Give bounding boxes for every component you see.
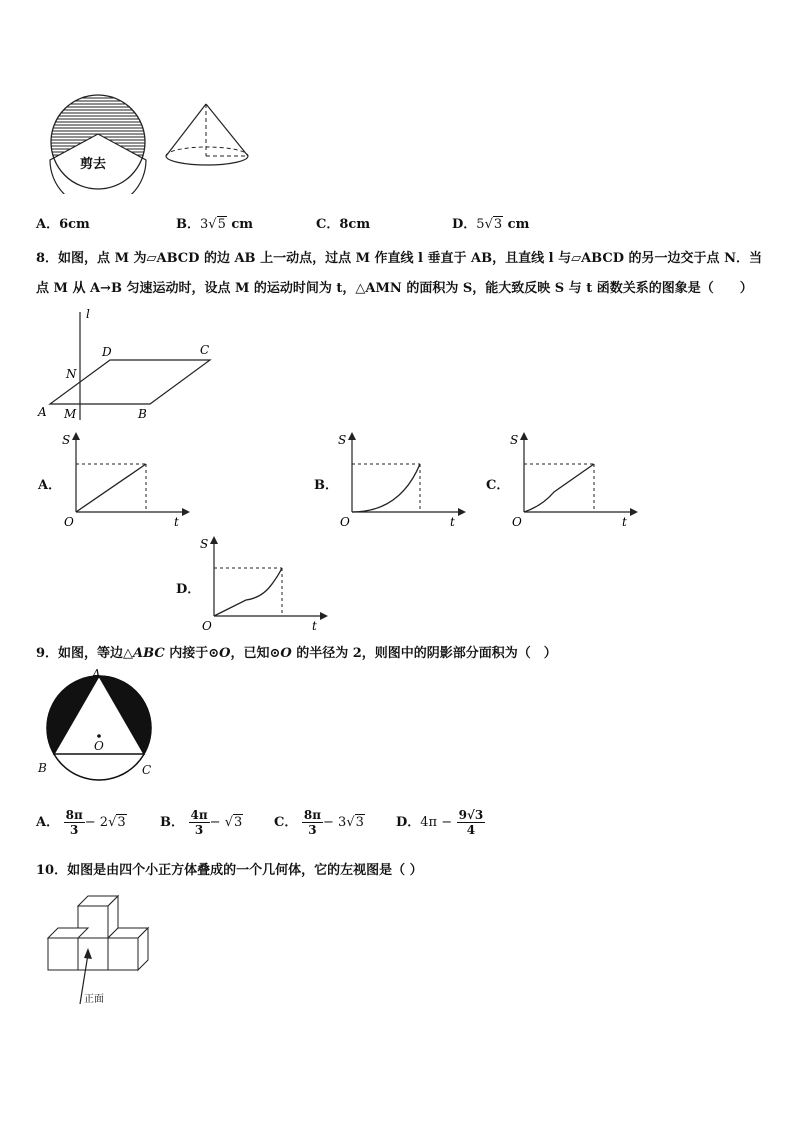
q9-label-b: B — [38, 761, 47, 775]
q7-cut-label: 剪去 — [80, 157, 107, 172]
svg-text:t: t — [312, 619, 317, 633]
svg-text:S: S — [338, 433, 347, 447]
svg-text:t: t — [174, 515, 179, 529]
q8-option-b[interactable]: B． — [314, 478, 338, 493]
q9-option-a[interactable]: A． $\frac{8\pi}{3}$ − 2√3 — [36, 808, 126, 837]
q8-label-m: M — [64, 407, 77, 421]
q7-option-a[interactable]: A．6cm — [36, 217, 90, 232]
q8-label-c: C — [200, 343, 210, 357]
svg-text:t: t — [450, 515, 455, 529]
svg-text:O: O — [340, 515, 350, 529]
q8-graph-d — [198, 534, 328, 634]
q10-front-label: 正面 — [84, 994, 104, 1005]
q8-option-c[interactable]: C． — [486, 478, 510, 493]
q8-label-b: B — [138, 407, 147, 421]
q8-option-a[interactable]: A． — [38, 478, 62, 493]
q8-stem-line2: 点 M 从 A→B 匀速运动时，设点 M 的运动时间为 t，△AMN 的面积为 S，能大致反映 S 与 t 函数关系的图象是（ ） — [36, 281, 753, 296]
q8-graph-a — [60, 430, 190, 530]
q8-stem-line1: 8．如图，点 M 为▱ABCD 的边 AB 上一动点，过点 M 作直线 l 垂直于 AB，且直线 l 与▱ABCD 的另一边交于点 N．当 — [36, 251, 762, 266]
q7-option-d[interactable]: D．5√3 cm — [452, 217, 530, 232]
q9-option-d[interactable]: D．4π − $\frac{9√3}{4}$ — [396, 808, 484, 837]
q9-option-c[interactable]: C． $\frac{8\pi}{3}$ − 3√3 — [274, 808, 364, 837]
q9-stem: 9．如图，等边△ABC 内接于⊙O，已知⊙O 的半径为 2，则图中的阴影部分面积为（ ） — [36, 646, 557, 661]
svg-text:S: S — [200, 537, 209, 551]
q7-circle-cut-figure — [36, 92, 160, 194]
q8-parallelogram-figure — [34, 308, 224, 426]
q9-label-o: O — [94, 739, 104, 753]
svg-text:O: O — [64, 515, 74, 529]
svg-text:S: S — [510, 433, 519, 447]
q7-cone-figure — [160, 100, 256, 172]
q10-stem: 10．如图是由四个小正方体叠成的一个几何体，它的左视图是（ ） — [36, 863, 423, 878]
q8-graph-c — [508, 430, 638, 530]
svg-text:t: t — [622, 515, 627, 529]
q9-option-b[interactable]: B． $\frac{4\pi}{3}$ − √3 — [160, 808, 243, 837]
svg-text:O: O — [202, 619, 212, 633]
q8-option-d[interactable]: D． — [176, 582, 201, 597]
q9-label-c: C — [142, 763, 152, 777]
q8-graph-b — [336, 430, 466, 530]
q8-label-a: A — [38, 405, 47, 419]
q9-circle-triangle-figure — [34, 666, 164, 782]
q8-label-l: l — [86, 308, 90, 321]
q7-option-c[interactable]: C．8cm — [316, 217, 371, 232]
q7-option-b[interactable]: B．3√5 cm — [176, 217, 254, 232]
q8-label-n: N — [66, 367, 77, 381]
q8-label-d: D — [102, 345, 112, 359]
svg-text:O: O — [512, 515, 522, 529]
q9-label-a: A — [92, 667, 101, 681]
svg-text:S: S — [62, 433, 71, 447]
